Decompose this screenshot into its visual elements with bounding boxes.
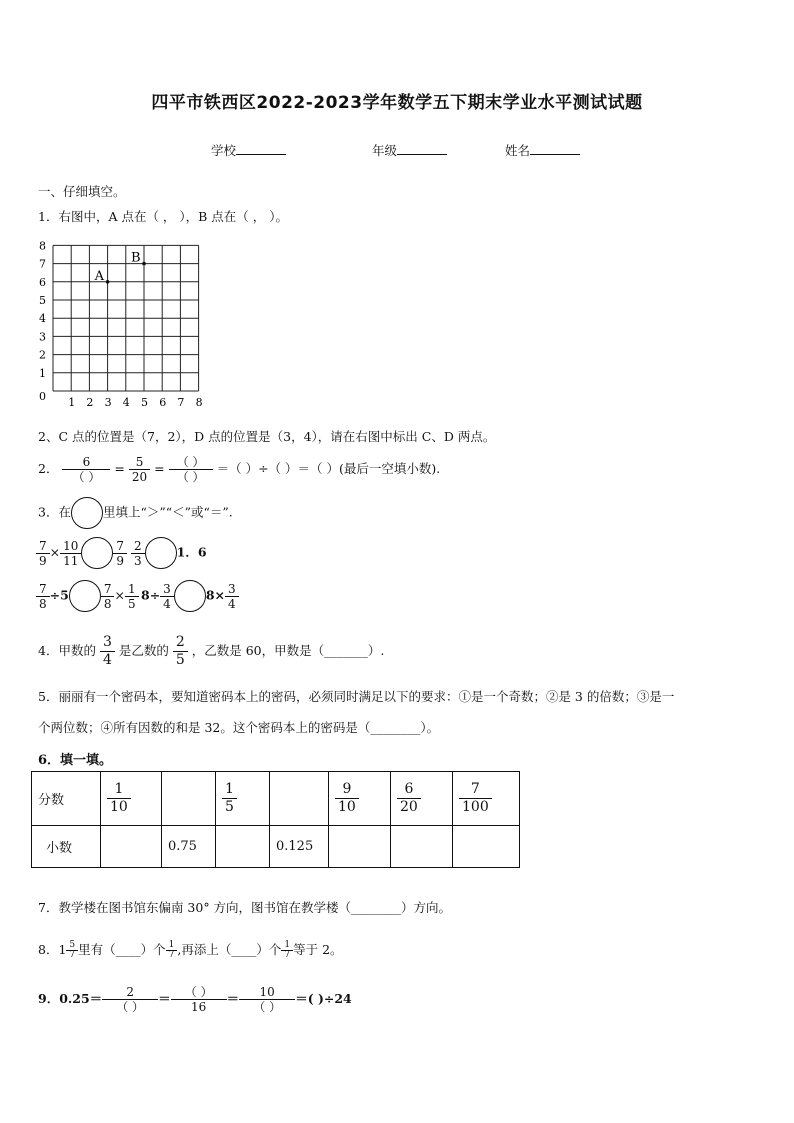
q9-fraction-1: $\frac{2}{( )}$: [102, 985, 158, 1014]
grade-field[interactable]: [372, 141, 447, 159]
q3-frac: $\frac{3}{4}$: [160, 582, 174, 611]
q3-op: 8×: [205, 587, 225, 603]
q3-frac: $\frac{1}{5}$: [125, 582, 139, 611]
q8-mid2: ,再添上（____）个: [177, 942, 282, 957]
q2-fraction-1: $\frac{6}{( )}$: [62, 455, 110, 484]
question-7: 7．教学楼在图书馆东偏南 30° 方向，图书馆在教学楼（________）方向。: [38, 900, 452, 915]
q4-pre: 4．甲数的: [38, 643, 96, 658]
question-2a: 2、C 点的位置是（7，2），D 点的位置是（3，4），请在右图中标出 C、D 两点。: [38, 429, 496, 444]
q9-pre: 9．0.25＝: [38, 991, 103, 1006]
origin-label: 0: [39, 390, 46, 403]
y-tick-label: 7: [39, 257, 46, 271]
q2-fraction-3: $\frac{( )}{( )}$: [169, 455, 213, 484]
compare-circle[interactable]: [174, 580, 206, 612]
question-1: 1．右图中，A 点在（ ， ），B 点在（ ， ）。: [38, 209, 289, 224]
name-field[interactable]: [505, 141, 580, 159]
compare-circle[interactable]: [81, 537, 113, 569]
q8-post: 等于 2。: [293, 942, 343, 957]
q3-op: ×: [49, 544, 61, 560]
y-tick-label: 5: [39, 294, 46, 307]
table-cell[interactable]: [101, 826, 162, 868]
q3-op: ×: [114, 587, 125, 603]
row-header-decimal: 小数: [32, 826, 101, 868]
x-tick-label: 3: [104, 396, 112, 409]
x-tick-label: 2: [86, 396, 94, 409]
y-tick-label: 8: [39, 239, 46, 253]
y-tick-label: 3: [39, 330, 46, 344]
y-tick-label: 4: [39, 312, 46, 326]
question-5-line-2: 个两位数；④所有因数的和是 32。这个密码本上的密码是（________）。: [38, 720, 440, 735]
q3-row2-right: [141, 580, 239, 612]
table-cell: $\frac{1}{10}$: [101, 772, 162, 826]
question-8: [38, 940, 343, 960]
x-tick-label: 7: [177, 396, 185, 409]
y-tick-label: 6: [39, 275, 46, 289]
q8-fraction: $\frac{5}{7}$: [66, 941, 78, 960]
fraction-decimal-table: [31, 771, 520, 868]
x-tick-label: 8: [195, 396, 203, 409]
x-tick-label: 1: [68, 396, 76, 409]
grade-label: 年级: [372, 143, 398, 158]
name-label: 姓名: [505, 143, 531, 158]
point-a-dot: [106, 280, 110, 284]
table-row-decimals: [32, 826, 520, 868]
table-cell: 0.75: [162, 826, 216, 868]
question-6: 6．填一填。: [38, 753, 113, 768]
q2-tail: ＝（ ）÷（ ）＝（ ）(最后一空填小数).: [216, 461, 441, 476]
question-2: [38, 455, 440, 484]
table-cell[interactable]: [216, 826, 270, 868]
q2-fraction-2: $\frac{5}{20}$: [129, 455, 150, 484]
q3-frac: $\frac{7}{9}$: [36, 539, 50, 568]
compare-circle[interactable]: [145, 537, 177, 569]
point-a-label: A: [94, 268, 104, 284]
grid-svg: [36, 238, 216, 413]
x-tick-label: 4: [122, 396, 130, 409]
q9-fraction-3: $\frac{10}{( )}$: [239, 985, 295, 1014]
table-cell: $\frac{6}{20}$: [391, 772, 453, 826]
question-5-line-1: 5．丽丽有一个密码本，要知道密码本上的密码，必须同时满足以下的要求：①是一个奇数；②是 3 的倍数；③是一: [38, 689, 675, 704]
point-b-label: B: [131, 250, 141, 266]
q3-row2-left: [36, 580, 139, 612]
table-cell: 0.125: [270, 826, 329, 868]
table-cell[interactable]: [270, 772, 329, 826]
school-field[interactable]: [211, 141, 286, 159]
q3-op: 8÷: [141, 587, 161, 603]
q2-equals-2: =: [154, 461, 165, 476]
y-tick-label: 1: [39, 366, 46, 380]
q3-frac: $\frac{7}{9}$: [113, 539, 127, 568]
question-9: 9．0.25＝ $\frac{2}{( )}$ ＝ $\frac{( )}{16}$ ＝ $\frac{10}{( )}$ ＝( )÷24: [38, 985, 352, 1014]
q3-row1-left: [36, 537, 127, 569]
coordinate-grid: [36, 238, 216, 417]
q8-unit-fraction: $\frac{1}{7}$: [281, 941, 293, 960]
table-cell: $\frac{7}{100}$: [453, 772, 520, 826]
q3-value: 1．6: [176, 544, 207, 560]
table-cell[interactable]: [453, 826, 520, 868]
q3-frac: $\frac{10}{11}$: [60, 539, 81, 568]
q2-equals-1: =: [114, 461, 125, 476]
compare-circle-example: [71, 497, 103, 529]
table-cell[interactable]: [162, 772, 216, 826]
q4-mid: 是乙数的: [118, 643, 169, 658]
table-cell: $\frac{1}{5}$: [216, 772, 270, 826]
q9-post: ＝( )÷24: [295, 991, 352, 1006]
row-header-fraction: 分数: [32, 772, 101, 826]
x-tick-label: 5: [141, 396, 148, 409]
q8-unit-fraction: $\frac{1}{7}$: [166, 941, 178, 960]
q3-op: ÷5: [49, 587, 69, 603]
q4-fraction-1: $\frac{3}{4}$: [100, 634, 115, 669]
page-title: 四平市铁西区2022-2023学年数学五下期末学业水平测试试题: [151, 93, 643, 113]
q3-frac: $\frac{3}{4}$: [225, 582, 239, 611]
q9-fraction-2: $\frac{( )}{16}$: [171, 985, 227, 1014]
point-b-dot: [142, 262, 146, 266]
q2-number: 2．: [38, 461, 59, 476]
table-cell: $\frac{9}{10}$: [329, 772, 391, 826]
q3-frac: $\frac{7}{8}$: [101, 582, 115, 611]
q3-row1-right: [131, 537, 207, 569]
school-label: 学校: [211, 143, 237, 158]
table-cell[interactable]: [329, 826, 391, 868]
q8-pre: 8．1: [38, 942, 67, 957]
y-tick-label: 2: [39, 348, 46, 362]
q4-post: ，乙数是 60，甲数是（_______）.: [191, 643, 385, 658]
question-3: [38, 497, 233, 529]
q3-pre: 3．在: [38, 504, 71, 520]
q8-mid1: 里有（____）个: [78, 942, 166, 957]
compare-circle[interactable]: [69, 580, 101, 612]
q3-frac: $\frac{7}{8}$: [36, 582, 50, 611]
table-cell[interactable]: [391, 826, 453, 868]
q3-post: 里填上“＞”“＜”或“＝”.: [102, 504, 233, 520]
question-4: [38, 634, 384, 669]
q3-frac: $\frac{2}{3}$: [131, 539, 145, 568]
x-tick-label: 6: [159, 396, 167, 409]
section-heading: 一、仔细填空。: [38, 184, 126, 199]
q4-fraction-2: $\frac{2}{5}$: [173, 634, 188, 669]
table-row-fractions: [32, 772, 520, 826]
